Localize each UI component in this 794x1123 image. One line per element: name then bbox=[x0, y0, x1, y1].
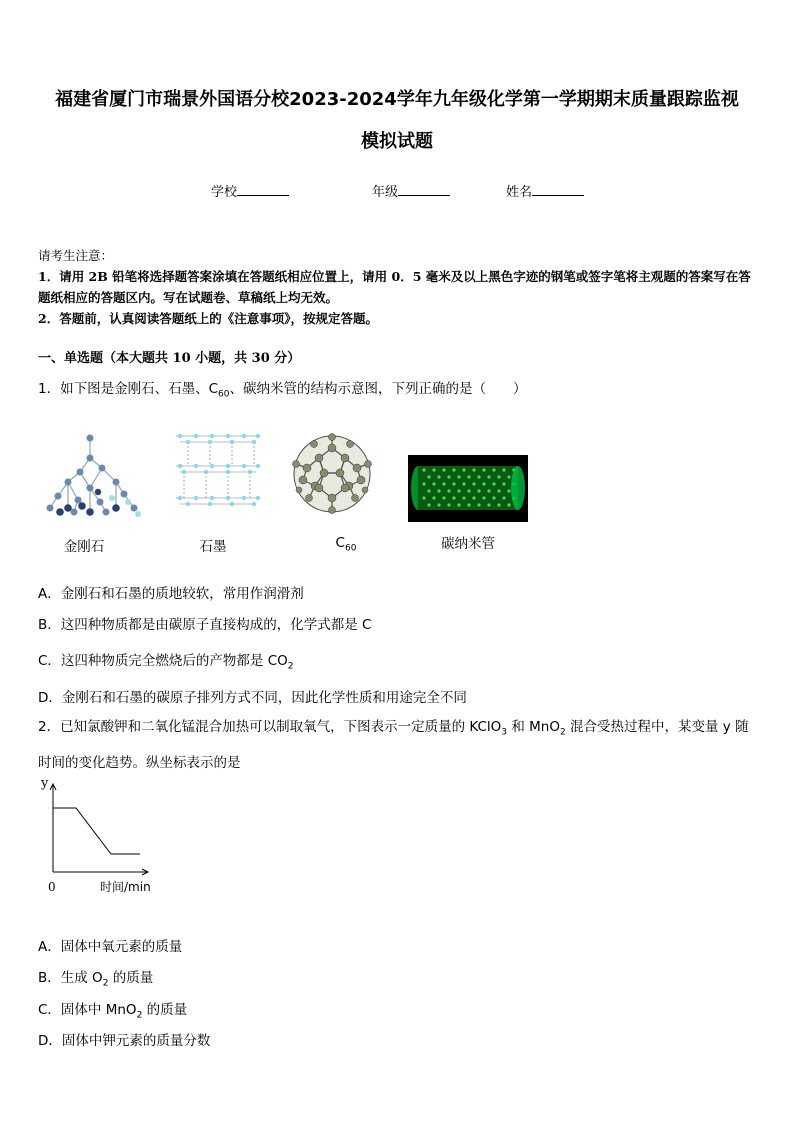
q1-option-c-sub: 2 bbox=[287, 661, 294, 672]
q2-stem-sub1: 3 bbox=[501, 727, 508, 738]
q2-option-d[interactable]: D．固体中钾元素的质量分数 bbox=[38, 1033, 211, 1049]
caption-c60-sub: 60 bbox=[344, 543, 357, 554]
section-heading: 一、单选题（本大题共 10 小题，共 30 分） bbox=[38, 351, 301, 366]
x-axis-label: 时间/min bbox=[100, 880, 151, 894]
q2-stem-sub2: 2 bbox=[559, 727, 566, 738]
c60-structure-image bbox=[287, 428, 377, 520]
question-2-stem bbox=[38, 712, 762, 778]
school-blank[interactable] bbox=[237, 183, 289, 196]
caption-c60 bbox=[326, 535, 366, 554]
q1-stem-sub: 60 bbox=[218, 389, 230, 400]
caption-c60-base: C bbox=[335, 535, 345, 551]
school-field bbox=[211, 181, 289, 200]
q2-stem-a: 2．已知氯酸钾和二氧化锰混合加热可以制取氧气，下图表示一定质量的 KClO bbox=[38, 719, 502, 735]
q1-option-b[interactable]: B．这四种物质都是由碳原子直接构成的，化学式都是 C bbox=[38, 617, 372, 633]
name-blank[interactable] bbox=[532, 183, 584, 196]
q2-option-b-text: B．生成 O bbox=[38, 970, 103, 986]
grade-field bbox=[372, 181, 450, 200]
q1-option-a[interactable]: A．金刚石和石墨的质地较软，常用作润滑剂 bbox=[38, 586, 304, 602]
carbon-nanotube-image bbox=[408, 455, 528, 522]
caption-graphite: 石墨 bbox=[199, 539, 227, 555]
name-label: 姓名 bbox=[506, 185, 533, 200]
q1-option-d[interactable]: D．金刚石和石墨的碳原子排列方式不同，因此化学性质和用途完全不同 bbox=[38, 690, 467, 706]
diamond-structure-image bbox=[44, 428, 144, 520]
origin-label: 0 bbox=[48, 880, 56, 894]
notice-heading: 请考生注意： bbox=[38, 248, 114, 263]
exam-notice bbox=[38, 245, 758, 329]
school-label: 学校 bbox=[211, 185, 238, 200]
grade-blank[interactable] bbox=[398, 183, 450, 196]
q2-option-b-sub: 2 bbox=[102, 978, 109, 989]
q2-option-c-text: C．固体中 MnO bbox=[38, 1002, 137, 1018]
title-line-2: 模拟试题 bbox=[361, 131, 433, 152]
y-curve bbox=[53, 808, 140, 854]
grade-label: 年级 bbox=[372, 185, 399, 200]
q2-option-c-post: 的质量 bbox=[142, 1002, 188, 1018]
title-line-1: 福建省厦门市瑞景外国语分校2023-2024学年九年级化学第一学期期末质量跟踪监视 bbox=[55, 89, 739, 110]
name-field bbox=[506, 181, 584, 200]
y-axis-label: y bbox=[41, 776, 49, 791]
q2-graph bbox=[36, 770, 166, 895]
q1-option-c-text: C．这四种物质完全燃烧后的产物都是 CO bbox=[38, 653, 288, 669]
graphite-structure-image bbox=[170, 428, 266, 520]
q2-option-a[interactable]: A．固体中氧元素的质量 bbox=[38, 939, 183, 955]
q1-option-c[interactable] bbox=[38, 649, 294, 672]
q2-stem-b: 和 MnO bbox=[507, 719, 560, 735]
caption-nanotube: 碳纳米管 bbox=[441, 536, 495, 552]
q2-option-c[interactable] bbox=[38, 998, 187, 1021]
q2-option-c-sub: 2 bbox=[136, 1010, 143, 1021]
q1-stem-a: 1．如下图是金刚石、石墨、C bbox=[38, 381, 219, 397]
notice-item-2: 2．答题前，认真阅读答题纸上的《注意事项》，按规定答题。 bbox=[38, 311, 378, 326]
notice-item-1: 1．请用 2B 铅笔将选择题答案涂填在答题纸相应位置上，请用 0．5 毫米及以上黑色字迹的钢笔或签字笔将主观题的答案写在答题纸相应的答题区内。写在试题卷、草稿纸上均无效。 bbox=[38, 269, 751, 305]
page-title bbox=[30, 84, 764, 158]
caption-diamond: 金刚石 bbox=[63, 539, 105, 555]
q1-stem-b: 、碳纳米管的结构示意图，下列正确的是（ ） bbox=[229, 381, 527, 397]
question-1-stem bbox=[38, 374, 762, 410]
q2-option-b-post: 的质量 bbox=[108, 970, 154, 986]
q2-stem-c: 混合受热过程中，某变量 y 随时间的变化趋势。纵坐标表示的是 bbox=[38, 719, 749, 771]
q2-option-b[interactable] bbox=[38, 966, 153, 989]
